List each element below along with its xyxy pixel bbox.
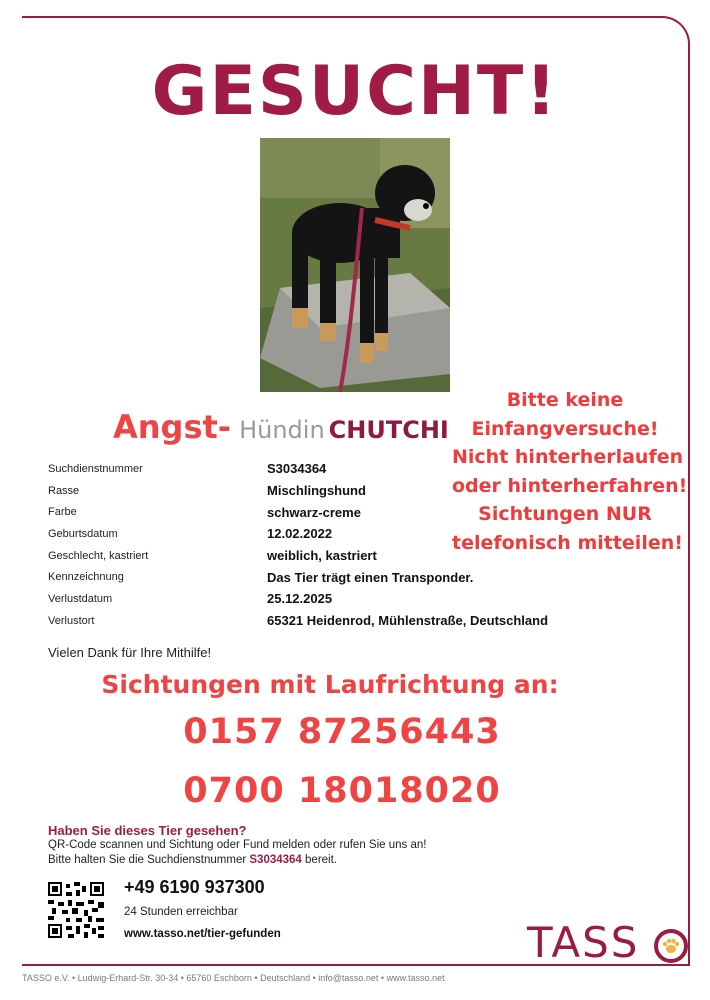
detail-label: Suchdienstnummer <box>48 462 143 475</box>
warning-line: Sichtungen NUR <box>478 503 652 525</box>
detail-label: Geburtsdatum <box>48 527 118 540</box>
detail-label: Rasse <box>48 484 80 497</box>
detail-label: Farbe <box>48 506 77 519</box>
detail-row <box>48 458 588 480</box>
search-number-ref: S3034364 <box>249 854 302 866</box>
qr-code[interactable] <box>48 882 104 938</box>
shy-label: Angst- <box>113 408 232 446</box>
dog-name-line <box>113 408 449 446</box>
detail-row <box>48 545 588 567</box>
tasso-logo: TASS <box>527 918 640 967</box>
sightings-heading: Sichtungen mit Laufrichtung an: <box>101 670 559 699</box>
detail-value: weiblich, kastriert <box>267 548 377 564</box>
warning-line: oder hinterherfahren! <box>452 474 688 497</box>
detail-label: Verlustort <box>48 614 95 627</box>
poster-title: GESUCHT! <box>151 52 559 131</box>
details-table <box>48 458 588 632</box>
help-line-2-end: bereit. <box>301 854 337 866</box>
warning-line: Nicht hinterherlaufen <box>452 446 684 468</box>
sightings-phone-1: 0157 87256443 <box>183 712 501 752</box>
detail-value: Das Tier trägt einen Transponder. <box>267 569 474 585</box>
detail-row <box>48 480 588 502</box>
detail-value: 12.02.2022 <box>267 526 333 542</box>
hours-text: 24 Stunden erreichbar <box>124 906 238 918</box>
detail-value: schwarz-creme <box>267 504 361 520</box>
detail-row <box>48 501 588 523</box>
detail-value: S3034364 <box>267 461 327 477</box>
detail-row <box>48 566 588 588</box>
thanks-text: Vielen Dank für Ihre Mithilfe! <box>48 645 212 660</box>
sightings-phone-2: 0700 18018020 <box>183 771 501 811</box>
detail-label: Geschlecht, kastriert <box>48 549 149 562</box>
help-line-2 <box>48 853 426 868</box>
dog-photo <box>260 138 450 392</box>
animal-type: Hündin <box>239 416 325 444</box>
detail-value: 25.12.2025 <box>267 591 333 607</box>
contact-phone[interactable]: +49 6190 937300 <box>124 877 265 897</box>
paw-icon <box>654 929 688 963</box>
detail-label: Verlustdatum <box>48 592 113 605</box>
detail-value: 65321 Heidenrod, Mühlenstraße, Deutschland <box>267 613 549 629</box>
help-line-2-text: Bitte halten Sie die Suchdienstnummer <box>48 854 250 866</box>
detail-value: Mischlingshund <box>267 483 366 499</box>
tasso-url[interactable]: www.tasso.net/tier-gefunden <box>124 928 281 940</box>
warning-line: Einfangversuche! <box>471 417 659 440</box>
warning-line: Bitte keine <box>506 389 624 411</box>
detail-row <box>48 610 588 632</box>
dog-name: CHUTCHI <box>328 416 449 444</box>
help-instructions <box>48 838 426 868</box>
footer-address: TASSO e.V. • Ludwig-Erhard-Str. 30-34 • 65760 Eschborn • Deutschland • info@tasso.net • www.tasso.net <box>22 973 445 983</box>
detail-row <box>48 588 588 610</box>
detail-label: Kennzeichnung <box>48 571 124 584</box>
help-heading: Haben Sie dieses Tier gesehen? <box>48 823 247 838</box>
help-line-1: QR-Code scannen und Sichtung oder Fund melden oder rufen Sie uns an! <box>48 839 427 851</box>
detail-row <box>48 523 588 545</box>
warning-line: telefonisch mitteilen! <box>452 531 683 554</box>
